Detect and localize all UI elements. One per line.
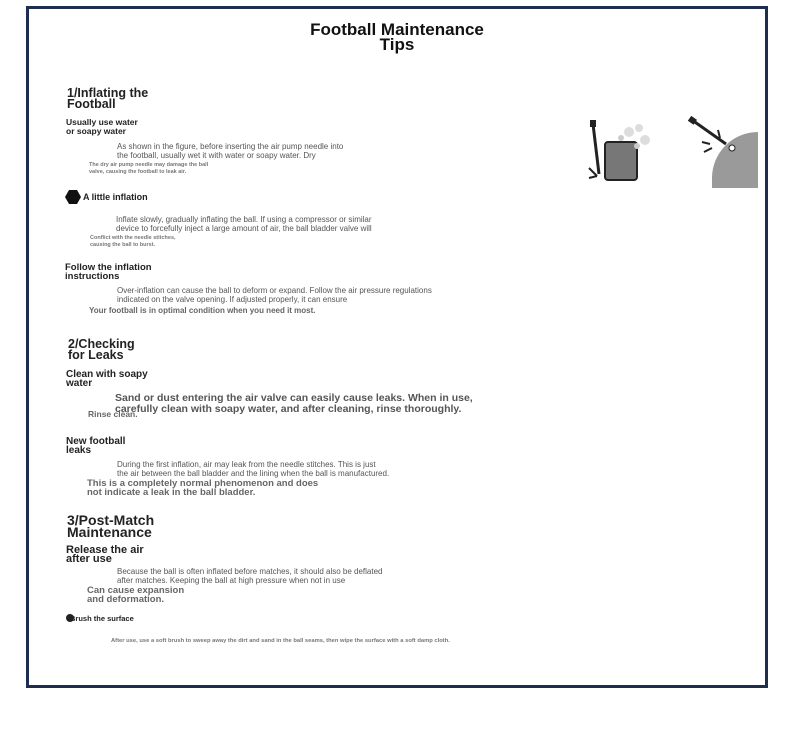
pump-needle-soapy-water-icon — [585, 118, 655, 186]
section-2-paragraph-1-tail: Rinse clean. — [88, 409, 138, 419]
section-1-paragraph-1-note: The dry air pump needle may damage the ball valve, causing the football to leak air. — [89, 162, 209, 175]
section-1-paragraph-3: Over-inflation can cause the ball to deform or expand. Follow the air pressure regulations indicated on the valve opening. If adjusted properly, it can ensure — [117, 286, 432, 304]
section-3-sub-1: Release the air after use — [66, 544, 144, 565]
section-3-paragraph-1-tail: Can cause expansion and deformation. — [87, 585, 185, 605]
page-title: Football Maintenance Tips — [310, 20, 484, 54]
section-1-sub-2: A little inflation — [83, 192, 148, 202]
pump-needle-ball-icon — [688, 114, 760, 190]
section-1-paragraph-1: As shown in the figure, before inserting the air pump needle into the football, usually wet it with water or soapy water. Dry — [117, 142, 344, 160]
section-2-heading: 2/Checking for Leaks — [68, 337, 135, 362]
section-2-paragraph-2-tail: This is a completely normal phenomenon and does not indicate a leak in the ball bladder. — [87, 478, 319, 498]
section-1-paragraph-2-note: Conflict with the needle stitches, causing the ball to burst. — [90, 235, 176, 248]
section-1-sub-1: Usually use water or soapy water — [66, 117, 138, 136]
section-3-paragraph-2: After use, use a soft brush to sweep away the dirt and sand in the ball seams, then wipe the surface with a soft damp cloth. — [111, 638, 450, 644]
section-3-heading: 3/Post-Match Maintenance — [67, 512, 155, 540]
section-2-paragraph-2: During the first inflation, air may leak from the needle stitches. This is just the air between the ball bladder and the lining when the ball is manufactured. — [117, 460, 390, 478]
section-3-paragraph-1: Because the ball is often inflated before matches, it should also be deflated after matches. Keeping the ball at high pressure when not in use — [117, 567, 383, 585]
section-1-paragraph-2: Inflate slowly, gradually inflating the ball. If using a compressor or similar device to forcefully inject a large amount of air, the ball bladder valve will — [116, 215, 372, 233]
section-2-sub-1: Clean with soapy water — [66, 369, 148, 389]
section-1-sub-3: Follow the inflation instructions — [65, 262, 152, 282]
section-2-paragraph-1: Sand or dust entering the air valve can easily cause leaks. When in use, carefully clean with soapy water, and after cleaning, rinse thoroughly. — [115, 392, 473, 415]
section-1-heading: 1/Inflating the Football — [67, 86, 149, 111]
section-1-paragraph-3-tail: Your football is in optimal condition when you need it most. — [89, 306, 316, 315]
section-2-sub-2: New football leaks — [66, 436, 126, 456]
section-3-sub-2: Brush the surface — [70, 614, 134, 623]
